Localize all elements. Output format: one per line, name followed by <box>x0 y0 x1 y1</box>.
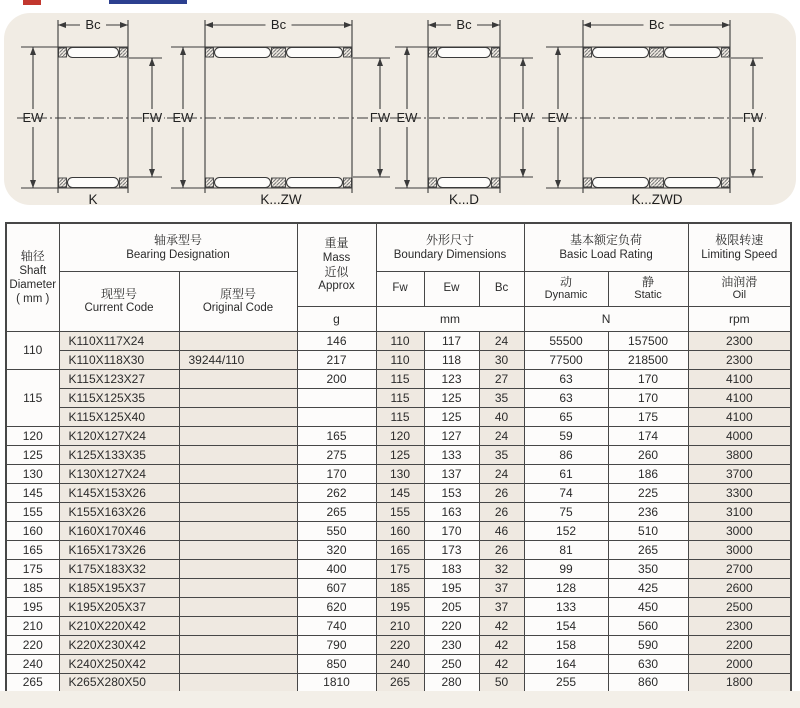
cell-oil-speed: 3000 <box>688 540 791 559</box>
table-row <box>6 350 791 369</box>
cell-static-load: 218500 <box>608 350 688 369</box>
cell-ew: 127 <box>424 426 479 445</box>
table-row <box>6 578 791 597</box>
dim-label-fw: FW <box>141 110 163 125</box>
cell-original-code <box>179 540 297 559</box>
cell-fw: 115 <box>376 369 424 388</box>
cell-fw: 130 <box>376 464 424 483</box>
dim-label-ew: EW <box>547 110 569 125</box>
cell-original-code <box>179 369 297 388</box>
table-row <box>6 540 791 559</box>
cell-dynamic-load: 154 <box>524 616 608 635</box>
cell-dynamic-load: 164 <box>524 654 608 673</box>
cell-bc: 27 <box>479 369 524 388</box>
header-limiting-speed: 极限转速 Limiting Speed <box>688 223 791 271</box>
table-row <box>6 559 791 578</box>
table-row <box>6 388 791 407</box>
cell-shaft-diameter: 125 <box>6 445 59 464</box>
cell-current-code: K120X127X24 <box>59 426 179 445</box>
cell-original-code <box>179 388 297 407</box>
cell-shaft-diameter: 130 <box>6 464 59 483</box>
cell-fw: 155 <box>376 502 424 521</box>
dim-label-ew: EW <box>22 110 44 125</box>
cell-mass: 790 <box>297 635 376 654</box>
cell-static-load: 350 <box>608 559 688 578</box>
cell-ew: 183 <box>424 559 479 578</box>
cell-bc: 24 <box>479 331 524 350</box>
table-row <box>6 502 791 521</box>
cell-bc: 35 <box>479 445 524 464</box>
header-fw: Fw <box>376 271 424 306</box>
cell-bc: 26 <box>479 483 524 502</box>
cell-mass: 165 <box>297 426 376 445</box>
cell-static-load: 450 <box>608 597 688 616</box>
cell-original-code <box>179 578 297 597</box>
cell-ew: 125 <box>424 407 479 426</box>
cell-fw: 165 <box>376 540 424 559</box>
cell-fw: 240 <box>376 654 424 673</box>
table-row <box>6 673 791 692</box>
cell-ew: 133 <box>424 445 479 464</box>
table-row <box>6 597 791 616</box>
cell-shaft-diameter: 220 <box>6 635 59 654</box>
cell-fw: 210 <box>376 616 424 635</box>
cell-mass: 275 <box>297 445 376 464</box>
cell-dynamic-load: 59 <box>524 426 608 445</box>
header-ew: Ew <box>424 271 479 306</box>
cell-ew: 117 <box>424 331 479 350</box>
cell-original-code <box>179 502 297 521</box>
dim-label-fw: FW <box>369 110 391 125</box>
cell-current-code: K145X153X26 <box>59 483 179 502</box>
table-row <box>6 445 791 464</box>
cell-dynamic-load: 75 <box>524 502 608 521</box>
cell-fw: 125 <box>376 445 424 464</box>
cell-ew: 173 <box>424 540 479 559</box>
cell-static-load: 225 <box>608 483 688 502</box>
cell-current-code: K160X170X46 <box>59 521 179 540</box>
cell-oil-speed: 4000 <box>688 426 791 445</box>
cell-ew: 230 <box>424 635 479 654</box>
cell-bc: 24 <box>479 464 524 483</box>
cell-oil-speed: 3000 <box>688 521 791 540</box>
unit-newton: N <box>524 306 688 331</box>
cell-bc: 30 <box>479 350 524 369</box>
cell-original-code <box>179 597 297 616</box>
cell-shaft-diameter: 160 <box>6 521 59 540</box>
cell-shaft-diameter: 195 <box>6 597 59 616</box>
cell-original-code <box>179 407 297 426</box>
cell-bc: 40 <box>479 407 524 426</box>
page-bottom-margin <box>0 691 800 708</box>
cell-oil-speed: 4100 <box>688 388 791 407</box>
cell-oil-speed: 4100 <box>688 407 791 426</box>
cell-oil-speed: 3800 <box>688 445 791 464</box>
unit-mm: mm <box>376 306 524 331</box>
cell-fw: 175 <box>376 559 424 578</box>
header-original-code: 原型号 Original Code <box>179 271 297 331</box>
dim-label-fw: FW <box>742 110 764 125</box>
cell-static-load: 265 <box>608 540 688 559</box>
cell-bc: 32 <box>479 559 524 578</box>
cell-ew: 250 <box>424 654 479 673</box>
cell-fw: 115 <box>376 407 424 426</box>
header-current-code: 现型号 Current Code <box>59 271 179 331</box>
cell-original-code <box>179 445 297 464</box>
cell-original-code <box>179 464 297 483</box>
cell-current-code: K240X250X42 <box>59 654 179 673</box>
header-basic-load-rating: 基本额定负荷 Basic Load Rating <box>524 223 688 271</box>
cell-dynamic-load: 63 <box>524 388 608 407</box>
table-row <box>6 521 791 540</box>
cell-static-load: 175 <box>608 407 688 426</box>
cell-mass: 740 <box>297 616 376 635</box>
cell-original-code <box>179 654 297 673</box>
cell-static-load: 860 <box>608 673 688 692</box>
cell-shaft-diameter: 115 <box>6 369 59 426</box>
cell-mass: 217 <box>297 350 376 369</box>
cell-oil-speed: 2300 <box>688 331 791 350</box>
dim-label-bc: Bc <box>85 17 101 32</box>
table-row <box>6 426 791 445</box>
cell-mass: 607 <box>297 578 376 597</box>
cell-oil-speed: 3700 <box>688 464 791 483</box>
cell-original-code: 39244/110 <box>179 350 297 369</box>
cell-ew: 280 <box>424 673 479 692</box>
cell-current-code: K110X117X24 <box>59 331 179 350</box>
cell-static-load: 170 <box>608 369 688 388</box>
header-boundary-dimensions: 外形尺寸 Boundary Dimensions <box>376 223 524 271</box>
diagram-variant-label: K <box>88 192 98 207</box>
cell-bc: 42 <box>479 616 524 635</box>
cell-shaft-diameter: 210 <box>6 616 59 635</box>
cell-bc: 26 <box>479 502 524 521</box>
dim-label-ew: EW <box>172 110 194 125</box>
dim-label-fw: FW <box>512 110 534 125</box>
cell-bc: 42 <box>479 654 524 673</box>
cell-bc: 37 <box>479 578 524 597</box>
cell-current-code: K165X173X26 <box>59 540 179 559</box>
cell-mass: 200 <box>297 369 376 388</box>
cell-dynamic-load: 255 <box>524 673 608 692</box>
cell-mass: 262 <box>297 483 376 502</box>
table-row <box>6 331 791 350</box>
diagram-variant-label: K...D <box>448 192 480 207</box>
cell-current-code: K220X230X42 <box>59 635 179 654</box>
cell-original-code <box>179 331 297 350</box>
unit-rpm: rpm <box>688 306 791 331</box>
cell-current-code: K155X163X26 <box>59 502 179 521</box>
cell-fw: 265 <box>376 673 424 692</box>
cell-ew: 163 <box>424 502 479 521</box>
cell-static-load: 590 <box>608 635 688 654</box>
header-dynamic-load: 动 Dynamic <box>524 271 608 306</box>
cell-original-code <box>179 521 297 540</box>
cell-original-code <box>179 616 297 635</box>
cell-dynamic-load: 55500 <box>524 331 608 350</box>
table-row <box>6 407 791 426</box>
cell-current-code: K115X125X35 <box>59 388 179 407</box>
cell-ew: 125 <box>424 388 479 407</box>
cell-static-load: 560 <box>608 616 688 635</box>
cell-dynamic-load: 65 <box>524 407 608 426</box>
cell-oil-speed: 2300 <box>688 350 791 369</box>
cell-dynamic-load: 133 <box>524 597 608 616</box>
cell-shaft-diameter: 165 <box>6 540 59 559</box>
cell-current-code: K265X280X50 <box>59 673 179 692</box>
cell-current-code: K115X123X27 <box>59 369 179 388</box>
cell-ew: 220 <box>424 616 479 635</box>
cell-mass <box>297 388 376 407</box>
cell-static-load: 170 <box>608 388 688 407</box>
bearing-spec-table <box>5 222 792 693</box>
cell-fw: 195 <box>376 597 424 616</box>
header-static-load: 静 Static <box>608 271 688 306</box>
cell-current-code: K210X220X42 <box>59 616 179 635</box>
cell-fw: 110 <box>376 350 424 369</box>
cell-bc: 35 <box>479 388 524 407</box>
cell-ew: 118 <box>424 350 479 369</box>
cell-oil-speed: 3300 <box>688 483 791 502</box>
cell-bc: 50 <box>479 673 524 692</box>
cell-ew: 195 <box>424 578 479 597</box>
cell-mass: 170 <box>297 464 376 483</box>
cell-current-code: K185X195X37 <box>59 578 179 597</box>
cell-original-code <box>179 673 297 692</box>
cell-shaft-diameter: 120 <box>6 426 59 445</box>
cell-oil-speed: 2500 <box>688 597 791 616</box>
cell-fw: 120 <box>376 426 424 445</box>
cell-oil-speed: 2000 <box>688 654 791 673</box>
cell-oil-speed: 2300 <box>688 616 791 635</box>
cell-ew: 153 <box>424 483 479 502</box>
dim-label-ew: EW <box>396 110 418 125</box>
cell-dynamic-load: 63 <box>524 369 608 388</box>
cell-mass: 1810 <box>297 673 376 692</box>
table-row <box>6 369 791 388</box>
cell-shaft-diameter: 110 <box>6 331 59 369</box>
cell-oil-speed: 3100 <box>688 502 791 521</box>
cell-dynamic-load: 77500 <box>524 350 608 369</box>
cell-dynamic-load: 74 <box>524 483 608 502</box>
dim-label-bc: Bc <box>270 17 287 32</box>
cell-static-load: 260 <box>608 445 688 464</box>
cell-shaft-diameter: 175 <box>6 559 59 578</box>
cell-mass: 400 <box>297 559 376 578</box>
diagram-variant-label: K...ZWD <box>631 192 683 207</box>
table-row <box>6 654 791 673</box>
diagram-variant-label: K...ZW <box>260 192 302 207</box>
cell-mass: 850 <box>297 654 376 673</box>
cell-fw: 185 <box>376 578 424 597</box>
cell-original-code <box>179 559 297 578</box>
cell-current-code: K195X205X37 <box>59 597 179 616</box>
cell-dynamic-load: 81 <box>524 540 608 559</box>
cell-oil-speed: 2200 <box>688 635 791 654</box>
table-row <box>6 483 791 502</box>
cell-oil-speed: 1800 <box>688 673 791 692</box>
cell-shaft-diameter: 185 <box>6 578 59 597</box>
cell-current-code: K125X133X35 <box>59 445 179 464</box>
cell-shaft-diameter: 155 <box>6 502 59 521</box>
cell-dynamic-load: 158 <box>524 635 608 654</box>
cell-mass <box>297 407 376 426</box>
cell-original-code <box>179 483 297 502</box>
cell-dynamic-load: 99 <box>524 559 608 578</box>
table-row <box>6 616 791 635</box>
cell-dynamic-load: 152 <box>524 521 608 540</box>
cell-oil-speed: 2600 <box>688 578 791 597</box>
cell-dynamic-load: 128 <box>524 578 608 597</box>
cell-ew: 205 <box>424 597 479 616</box>
cell-bc: 37 <box>479 597 524 616</box>
cell-oil-speed: 4100 <box>688 369 791 388</box>
cell-shaft-diameter: 265 <box>6 673 59 692</box>
cell-static-load: 186 <box>608 464 688 483</box>
cell-fw: 145 <box>376 483 424 502</box>
header-bc: Bc <box>479 271 524 306</box>
cell-ew: 123 <box>424 369 479 388</box>
cell-shaft-diameter: 240 <box>6 654 59 673</box>
unit-grams: g <box>297 306 376 331</box>
header-oil-lubrication: 油润滑 Oil <box>688 271 791 306</box>
table-row <box>6 464 791 483</box>
cell-bc: 42 <box>479 635 524 654</box>
cell-current-code: K115X125X40 <box>59 407 179 426</box>
cell-fw: 115 <box>376 388 424 407</box>
cell-static-load: 630 <box>608 654 688 673</box>
cell-static-load: 510 <box>608 521 688 540</box>
cell-original-code <box>179 426 297 445</box>
cell-bc: 26 <box>479 540 524 559</box>
cell-mass: 320 <box>297 540 376 559</box>
cell-fw: 220 <box>376 635 424 654</box>
cell-static-load: 174 <box>608 426 688 445</box>
cell-dynamic-load: 86 <box>524 445 608 464</box>
header-mass-approx: 重量 Mass 近似 Approx <box>297 223 376 306</box>
cell-shaft-diameter: 145 <box>6 483 59 502</box>
cell-current-code: K110X118X30 <box>59 350 179 369</box>
dim-label-bc: Bc <box>648 17 665 32</box>
cell-mass: 265 <box>297 502 376 521</box>
cell-dynamic-load: 61 <box>524 464 608 483</box>
header-shaft-diameter: 轴径 Shaft Diameter ( mm ) <box>6 223 59 331</box>
cell-mass: 620 <box>297 597 376 616</box>
cell-original-code <box>179 635 297 654</box>
cell-ew: 137 <box>424 464 479 483</box>
table-row <box>6 635 791 654</box>
cell-static-load: 157500 <box>608 331 688 350</box>
cell-oil-speed: 2700 <box>688 559 791 578</box>
cell-fw: 160 <box>376 521 424 540</box>
cell-static-load: 236 <box>608 502 688 521</box>
cell-bc: 46 <box>479 521 524 540</box>
cell-current-code: K130X127X24 <box>59 464 179 483</box>
cell-static-load: 425 <box>608 578 688 597</box>
header-bearing-designation: 轴承型号 Bearing Designation <box>59 223 297 271</box>
bearing-diagrams-panel <box>0 0 800 212</box>
cell-mass: 550 <box>297 521 376 540</box>
cell-bc: 24 <box>479 426 524 445</box>
cell-fw: 110 <box>376 331 424 350</box>
cell-current-code: K175X183X32 <box>59 559 179 578</box>
dim-label-bc: Bc <box>456 17 472 32</box>
cell-mass: 146 <box>297 331 376 350</box>
cell-ew: 170 <box>424 521 479 540</box>
